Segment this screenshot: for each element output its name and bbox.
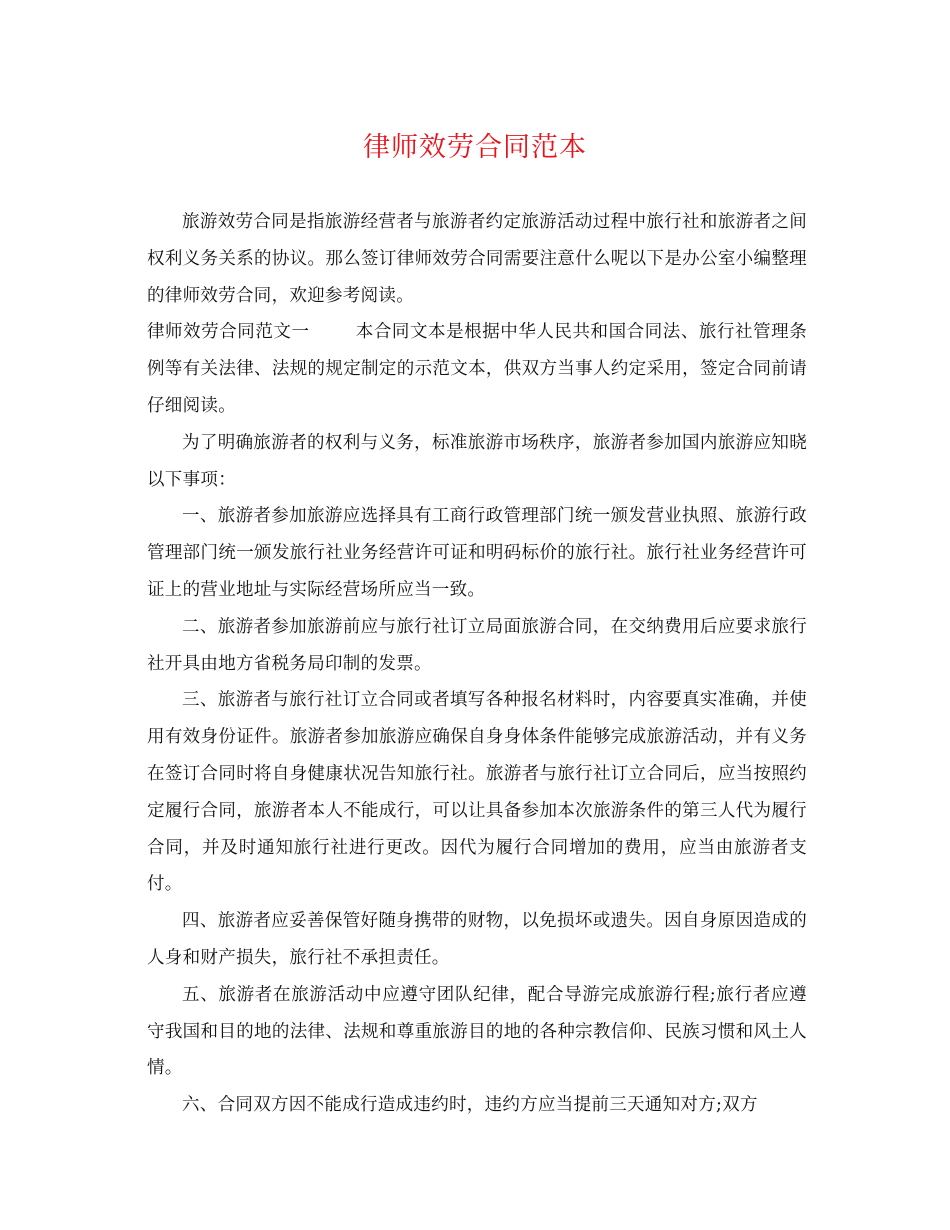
item-paragraph-6: 六、合同双方因不能成行造成违约时，违约方应当提前三天通知对方;双方 [182, 1095, 758, 1116]
notice-intro-paragraph: 为了明确旅游者的权利与义务，标准旅游市场秩序，旅游者参加国内旅游应知晓以下事项： [147, 432, 807, 490]
document-body [147, 204, 807, 1124]
item-paragraph-1: 一、旅游者参加旅游应选择具有工商行政管理部门统一颁发营业执照、旅游行政管理部门统一颁发旅行社业务经营许可证和明码标价的旅行社。旅行社业务经营许可证上的营业地址与实际经营场所应当一致。 [147, 506, 807, 600]
sample-paragraph [147, 314, 807, 424]
sample-heading: 律师效劳合同范文一 [147, 322, 310, 343]
intro-paragraph: 旅游效劳合同是指旅游经营者与旅游者约定旅游活动过程中旅行社和旅游者之间权利义务关系的协议。那么签订律师效劳合同需要注意什么呢以下是办公室小编整理的律师效劳合同，欢迎参考阅读。 [147, 212, 807, 306]
item-paragraph-5: 五、旅游者在旅游活动中应遵守团队纪律，配合导游完成旅游行程;旅行者应遵守我国和目的地的法律、法规和尊重旅游目的地的各种宗教信仰、民族习惯和风土人情。 [147, 984, 807, 1079]
item-paragraph-2: 二、旅游者参加旅游前应与旅行社订立局面旅游合同，在交纳费用后应要求旅行社开具由地方省税务局印制的发票。 [147, 616, 807, 674]
document-title: 律师效劳合同范本 [363, 132, 587, 163]
item-paragraph-3: 三、旅游者与旅行社订立合同或者填写各种报名材料时，内容要真实准确，并使用有效身份证件。旅游者参加旅游应确保自身身体条件能够完成旅游活动，并有义务在签订合同时将自身健康状况告知旅行社。旅游者与旅行社订立合同后，应当按照约定履行合同，旅游者本人不能成行，可以让具备参加本次旅游条件的第三人代为履行合同，并及时通知旅行社进行更改。因代为履行合同增加的费用，应当由旅游者支付。 [147, 690, 807, 895]
sample-intro: 本合同文本是根据中华人民共和国合同法、旅行社管理条例等有关法律、法规的规定制定的示范文本，供双方当事人约定采用，签定合同前请仔细阅读。 [147, 322, 807, 416]
item-paragraph-4: 四、旅游者应妥善保管好随身携带的财物，以免损坏或遗失。因自身原因造成的人身和财产损失，旅行社不承担责任。 [147, 911, 807, 968]
